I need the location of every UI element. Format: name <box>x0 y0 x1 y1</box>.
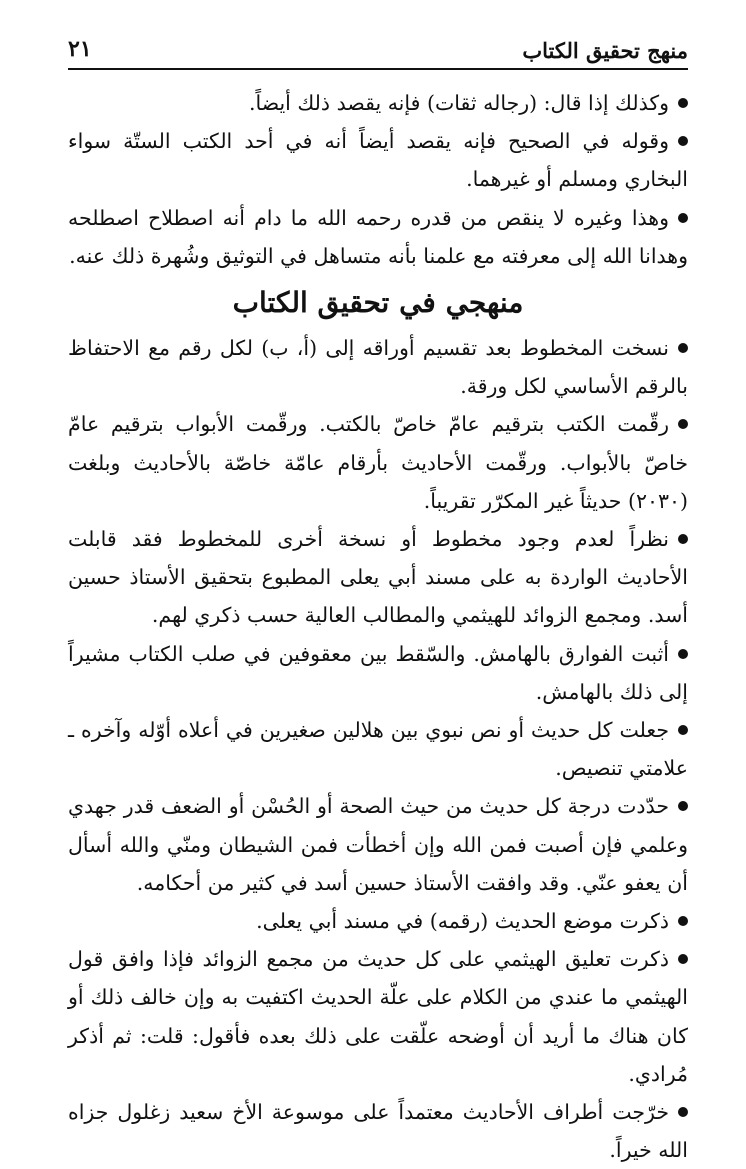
bullet-paragraph <box>68 635 688 711</box>
bullet-icon <box>678 213 688 223</box>
paragraph-text: خرّجت أطراف الأحاديث معتمداً على موسوعة الأخ سعيد زغلول جزاه الله خيراً. <box>68 1100 688 1163</box>
bullet-paragraph <box>68 405 688 520</box>
bullet-icon <box>678 801 688 811</box>
paragraph-text: حدّدت درجة كل حديث من حيث الصحة أو الحُسْن أو الضعف قدر جهدي وعلمي فإن أصبت فمن الله وإن أخطأت فمن الشيطان ومنّي والله أسأل أن يعفو عنّي. وقد وافقت الأستاذ حسين أسد في كثير من أحكامه. <box>68 794 688 895</box>
body-text <box>68 84 688 1169</box>
bullet-paragraph <box>68 199 688 275</box>
bullet-paragraph <box>68 329 688 405</box>
bullet-paragraph <box>68 902 688 940</box>
paragraph-text: وهذا وغيره لا ينقص من قدره رحمه الله ما دام أنه اصطلاح اصطلحه وهدانا الله إلى معرفته مع علمنا بأنه متساهل في التوثيق وشُهرة ذلك عنه. <box>68 205 688 268</box>
paragraph-text: ذكرت تعليق الهيثمي على كل حديث من مجمع الزوائد فإذا وافق قول الهيثمي ما عندي من الكلام على علّة الحديث اكتفيت به وإن خالف ذلك أو كان هناك ما أريد أن أوضحه علّقت على ذلك بعده فأقول: قلت: ثم أذكر مُرادي. <box>68 947 688 1086</box>
paragraph-text: وكذلك إذا قال: (رجاله ثقات) فإنه يقصد ذلك أيضاً. <box>248 91 669 115</box>
running-title: منهج تحقيق الكتاب <box>522 38 688 63</box>
page-number: ٢١ <box>68 36 92 62</box>
bullet-paragraph <box>68 940 688 1093</box>
bullet-icon <box>678 343 688 353</box>
bullet-icon <box>678 916 688 926</box>
paragraph-text: نظراً لعدم وجود مخطوط أو نسخة أخرى للمخطوط فقد قابلت الأحاديث الواردة به على مسند أبي يعلى المطبوع بتحقيق الأستاذ حسين أسد. ومجمع الزوائد للهيثمي والمطالب العالية حسب ذكري لهم. <box>68 527 688 628</box>
paragraph-text: وقوله في الصحيح فإنه يقصد أيضاً أنه في أحد الكتب الستّة سواء البخاري ومسلم أو غيرهما. <box>68 129 688 192</box>
running-header <box>68 36 688 70</box>
bullet-icon <box>678 725 688 735</box>
paragraph-text: جعلت كل حديث أو نص نبوي بين هلالين صغيرين في أعلاه أوّله وآخره ـ علامتي تنصيص. <box>68 718 688 781</box>
bullet-icon <box>678 98 688 108</box>
paragraph-text: نسخت المخطوط بعد تقسيم أوراقه إلى (أ، ب) لكل رقم مع الاحتفاظ بالرقم الأساسي لكل ورقة. <box>68 336 688 399</box>
paragraph-text: أثبت الفوارق بالهامش. والسّقط بين معقوفين في صلب الكتاب مشيراً إلى ذلك بالهامش. <box>68 641 688 704</box>
bullet-paragraph <box>68 787 688 902</box>
bullet-icon <box>678 136 688 146</box>
bullet-paragraph <box>68 122 688 198</box>
bullet-icon <box>678 954 688 964</box>
bullet-icon <box>678 1107 688 1117</box>
bullet-icon <box>678 649 688 659</box>
bullet-paragraph <box>68 711 688 787</box>
bullet-icon <box>678 534 688 544</box>
bullet-paragraph <box>68 1093 688 1169</box>
bullet-icon <box>678 419 688 429</box>
bullet-paragraph <box>68 84 688 122</box>
paragraph-text: رقّمت الكتب بترقيم عامّ خاصّ بالكتب. ورقّمت الأبواب بترقيم عامّ خاصّ بالأبواب. ورقّمت الأحاديث بأرقام عامّة خاصّة بالأحاديث وبلغت (٢٠٣٠) حديثاً غير المكرّر تقريباً. <box>68 412 688 513</box>
section-heading: منهجي في تحقيق الكتاب <box>232 286 524 320</box>
bullet-paragraph <box>68 520 688 635</box>
paragraph-text: ذكرت موضع الحديث (رقمه) في مسند أبي يعلى. <box>256 909 669 934</box>
